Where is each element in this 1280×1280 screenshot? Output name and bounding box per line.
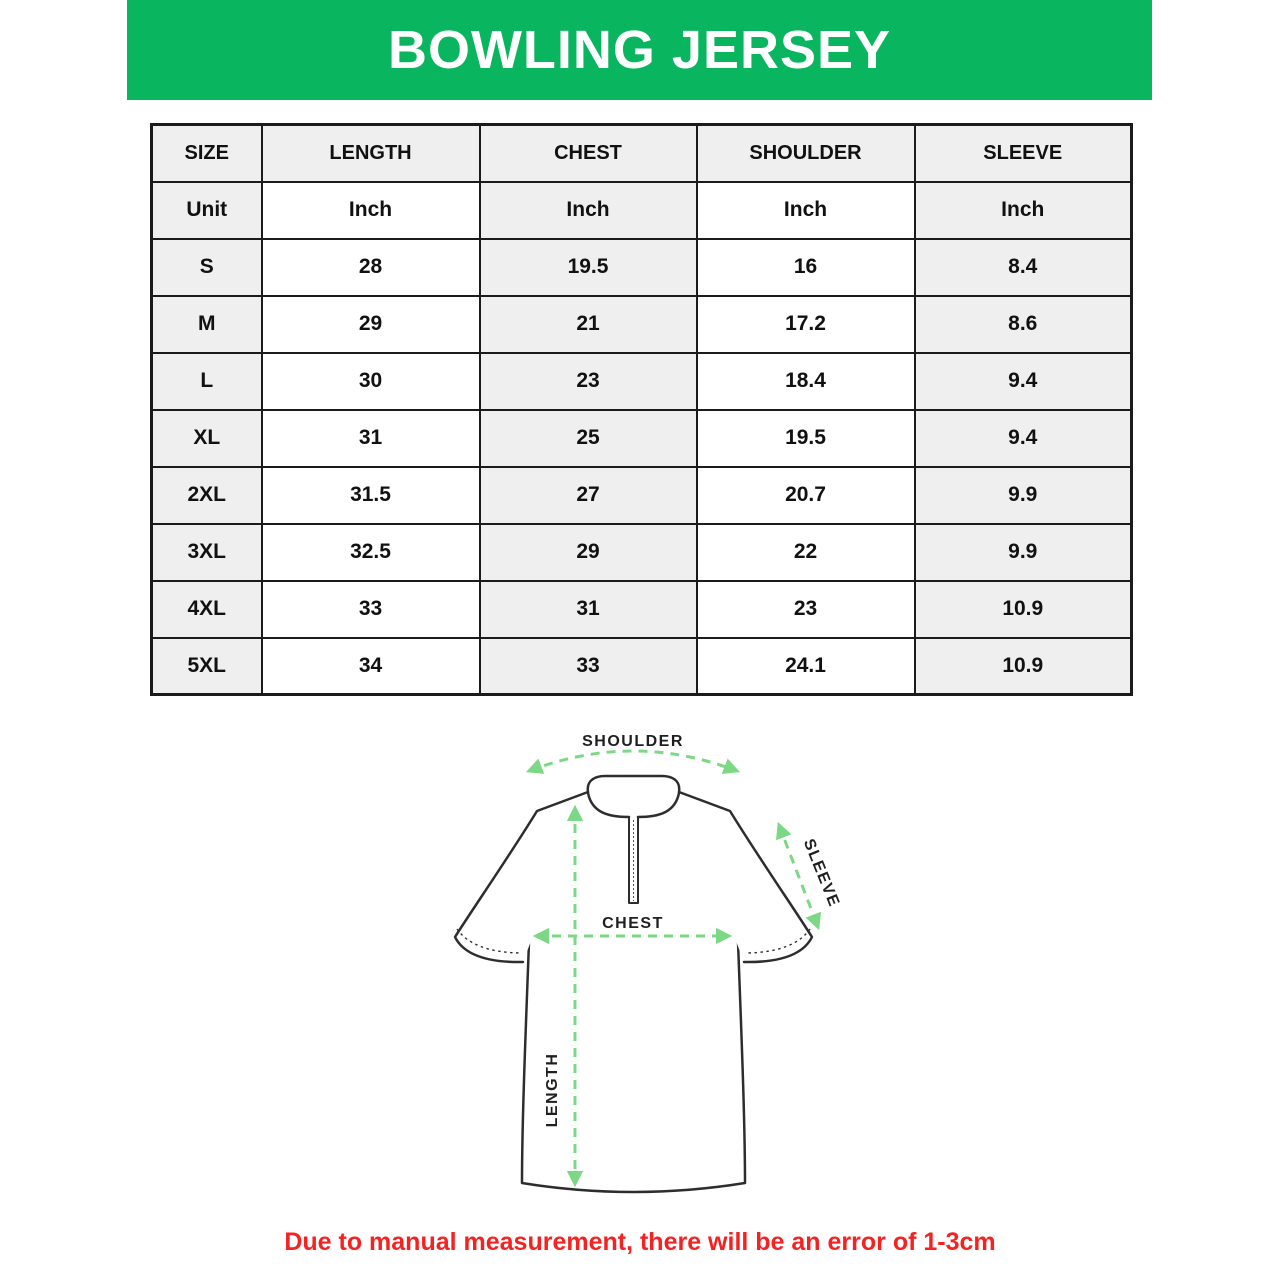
measurement-disclaimer: Due to manual measurement, there will be an error of 1-3cm	[284, 1228, 996, 1256]
chest-label: CHEST	[602, 915, 664, 932]
chest-cell: 27	[480, 467, 697, 524]
sleeve-cell: 10.9	[915, 638, 1132, 695]
column-header-shoulder: SHOULDER	[697, 125, 915, 182]
column-header-length: LENGTH	[262, 125, 480, 182]
unit-label: Unit	[152, 182, 262, 239]
chest-cell: 19.5	[480, 239, 697, 296]
chest-cell: 25	[480, 410, 697, 467]
table-row	[152, 467, 1132, 524]
length-cell: 33	[262, 581, 480, 638]
length-cell: 28	[262, 239, 480, 296]
size-cell: S	[152, 239, 262, 296]
sleeve-cell: 9.9	[915, 524, 1132, 581]
title-banner	[127, 0, 1152, 100]
table-row	[152, 296, 1132, 353]
unit-value-chest: Inch	[480, 182, 697, 239]
length-cell: 34	[262, 638, 480, 695]
table-row	[152, 524, 1132, 581]
table-row	[152, 353, 1132, 410]
unit-value-length: Inch	[262, 182, 480, 239]
unit-value-shoulder: Inch	[697, 182, 915, 239]
page-title: BOWLING JERSEY	[387, 20, 892, 80]
unit-value-sleeve: Inch	[915, 182, 1132, 239]
size-cell: 5XL	[152, 638, 262, 695]
shoulder-arrow	[529, 751, 737, 771]
sleeve-cell: 9.4	[915, 410, 1132, 467]
column-header-chest: CHEST	[480, 125, 697, 182]
table-row	[152, 239, 1132, 296]
length-cell: 32.5	[262, 524, 480, 581]
chest-cell: 23	[480, 353, 697, 410]
jersey-neckline	[588, 793, 679, 817]
shoulder-cell: 18.4	[697, 353, 915, 410]
size-cell: 3XL	[152, 524, 262, 581]
length-cell: 29	[262, 296, 480, 353]
sleeve-label: SLEEVE	[799, 836, 843, 910]
jersey-body	[522, 888, 745, 1192]
sleeve-cell: 8.4	[915, 239, 1132, 296]
shoulder-cell: 19.5	[697, 410, 915, 467]
size-cell: 2XL	[152, 467, 262, 524]
size-cell: L	[152, 353, 262, 410]
shoulder-cell: 17.2	[697, 296, 915, 353]
shoulder-cell: 22	[697, 524, 915, 581]
unit-row	[152, 182, 1132, 239]
table-row	[152, 581, 1132, 638]
size-cell: 4XL	[152, 581, 262, 638]
table-row	[152, 410, 1132, 467]
table-header-row	[152, 125, 1132, 182]
length-cell: 31.5	[262, 467, 480, 524]
chest-cell: 21	[480, 296, 697, 353]
length-cell: 31	[262, 410, 480, 467]
column-header-sleeve: SLEEVE	[915, 125, 1132, 182]
chest-cell: 31	[480, 581, 697, 638]
chest-cell: 33	[480, 638, 697, 695]
length-label: LENGTH	[544, 1052, 561, 1128]
sleeve-cell: 9.4	[915, 353, 1132, 410]
chest-cell: 29	[480, 524, 697, 581]
size-cell: XL	[152, 410, 262, 467]
shoulder-cell: 24.1	[697, 638, 915, 695]
size-cell: M	[152, 296, 262, 353]
shoulder-label: SHOULDER	[582, 733, 684, 750]
column-header-size: SIZE	[152, 125, 262, 182]
jersey-outline	[455, 776, 812, 1192]
table-row	[152, 638, 1132, 695]
shoulder-cell: 16	[697, 239, 915, 296]
length-cell: 30	[262, 353, 480, 410]
jersey-measurement-diagram	[400, 700, 900, 1220]
shoulder-cell: 20.7	[697, 467, 915, 524]
jersey-collar	[588, 776, 679, 792]
shoulder-cell: 23	[697, 581, 915, 638]
size-chart-table	[150, 123, 1133, 696]
sleeve-cell: 10.9	[915, 581, 1132, 638]
sleeve-cell: 9.9	[915, 467, 1132, 524]
sleeve-cell: 8.6	[915, 296, 1132, 353]
